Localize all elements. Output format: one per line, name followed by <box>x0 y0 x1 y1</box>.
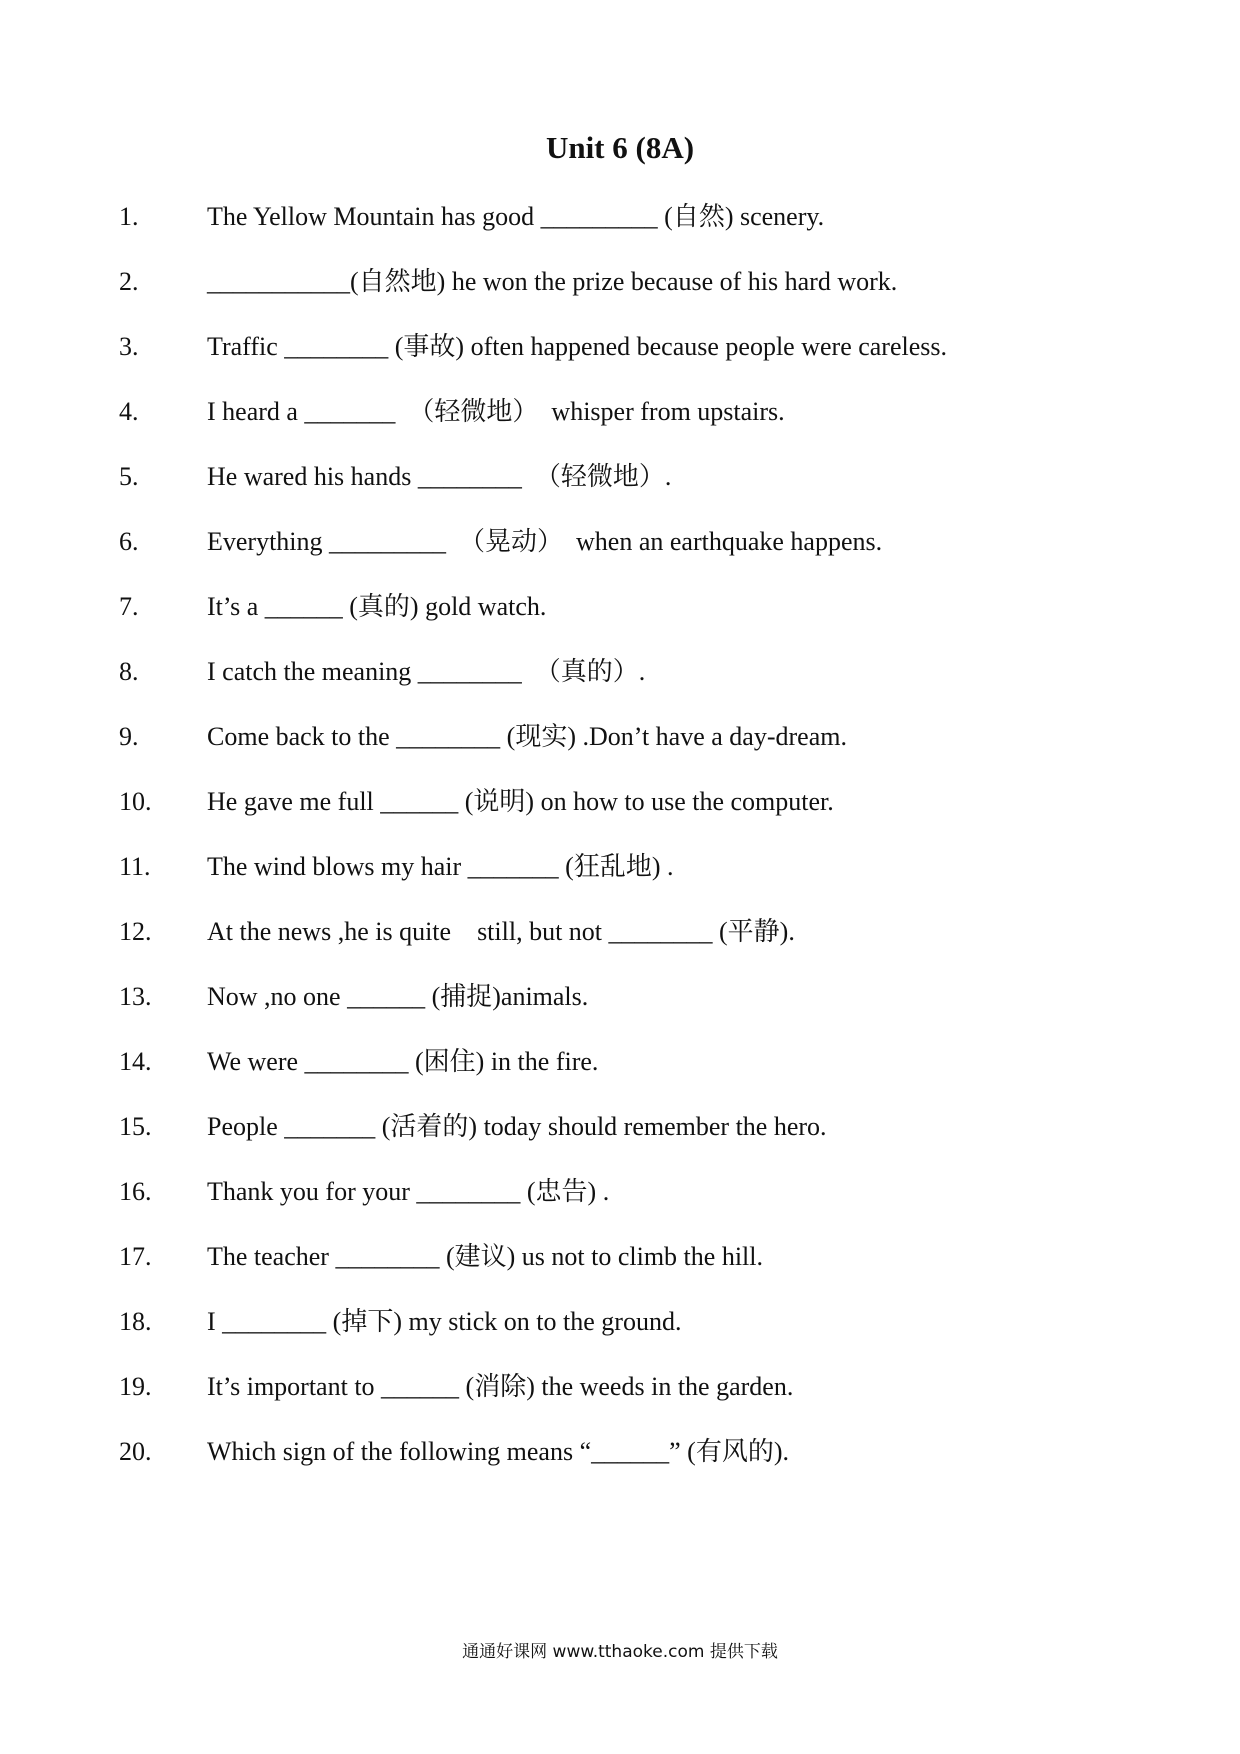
question-5 <box>0 457 1240 497</box>
question-text: Everything _________ （晃动） when an earthquake happens. <box>207 527 883 556</box>
question-number: 17. <box>119 1242 152 1271</box>
question-number: 18. <box>119 1307 152 1336</box>
question-text: Now ,no one ______ (捕捉)animals. <box>207 982 589 1011</box>
question-2 <box>0 262 1240 302</box>
question-number: 2. <box>119 267 139 296</box>
question-number: 3. <box>119 332 139 361</box>
question-text: Thank you for your ________ (忠告) . <box>207 1177 610 1206</box>
question-6 <box>0 522 1240 562</box>
question-3 <box>0 327 1240 367</box>
question-text: The Yellow Mountain has good _________ (自然) scenery. <box>207 202 825 231</box>
question-17 <box>0 1237 1240 1277</box>
question-number: 20. <box>119 1437 152 1466</box>
question-text: At the news ,he is quite still, but not ________ (平静). <box>207 917 795 946</box>
question-text: I heard a _______ （轻微地） whisper from upstairs. <box>207 397 785 426</box>
question-18 <box>0 1302 1240 1342</box>
question-text: Traffic ________ (事故) often happened because people were careless. <box>207 332 948 361</box>
question-text: He gave me full ______ (说明) on how to use the computer. <box>207 787 834 816</box>
question-text: ___________(自然地) he won the prize because of his hard work. <box>207 267 898 296</box>
question-number: 6. <box>119 527 139 556</box>
question-text: I ________ (掉下) my stick on to the ground. <box>207 1307 682 1336</box>
question-10 <box>0 782 1240 822</box>
question-text: People _______ (活着的) today should remember the hero. <box>207 1112 827 1141</box>
question-14 <box>0 1042 1240 1082</box>
question-number: 11. <box>119 852 151 881</box>
question-8 <box>0 652 1240 692</box>
question-text: We were ________ (困住) in the fire. <box>207 1047 599 1076</box>
question-number: 12. <box>119 917 152 946</box>
footer-credit: 通通好课网 www.tthaoke.com 提供下载 <box>462 1642 778 1662</box>
question-13 <box>0 977 1240 1017</box>
question-9 <box>0 717 1240 757</box>
question-text: It’s important to ______ (消除) the weeds in the garden. <box>207 1372 794 1401</box>
question-12 <box>0 912 1240 952</box>
question-number: 4. <box>119 397 139 426</box>
question-7 <box>0 587 1240 627</box>
question-number: 9. <box>119 722 139 751</box>
question-number: 5. <box>119 462 139 491</box>
question-text: Which sign of the following means “______” (有风的). <box>207 1437 789 1466</box>
question-19 <box>0 1367 1240 1407</box>
question-15 <box>0 1107 1240 1147</box>
question-text: It’s a ______ (真的) gold watch. <box>207 592 547 621</box>
question-16 <box>0 1172 1240 1212</box>
question-20 <box>0 1432 1240 1472</box>
question-text: The wind blows my hair _______ (狂乱地) . <box>207 852 674 881</box>
page-title: Unit 6 (8A) <box>545 130 695 165</box>
question-number: 13. <box>119 982 152 1011</box>
question-number: 8. <box>119 657 139 686</box>
question-number: 7. <box>119 592 139 621</box>
question-text: I catch the meaning ________ （真的）. <box>207 657 646 686</box>
question-text: The teacher ________ (建议) us not to climb the hill. <box>207 1242 763 1271</box>
question-text: Come back to the ________ (现实) .Don’t have a day-dream. <box>207 722 847 751</box>
question-number: 15. <box>119 1112 152 1141</box>
question-1 <box>0 197 1240 237</box>
question-number: 14. <box>119 1047 152 1076</box>
question-number: 16. <box>119 1177 152 1206</box>
question-11 <box>0 847 1240 887</box>
question-text: He wared his hands ________ （轻微地）. <box>207 462 672 491</box>
question-number: 1. <box>119 202 139 231</box>
question-4 <box>0 392 1240 432</box>
question-number: 19. <box>119 1372 152 1401</box>
question-number: 10. <box>119 787 152 816</box>
